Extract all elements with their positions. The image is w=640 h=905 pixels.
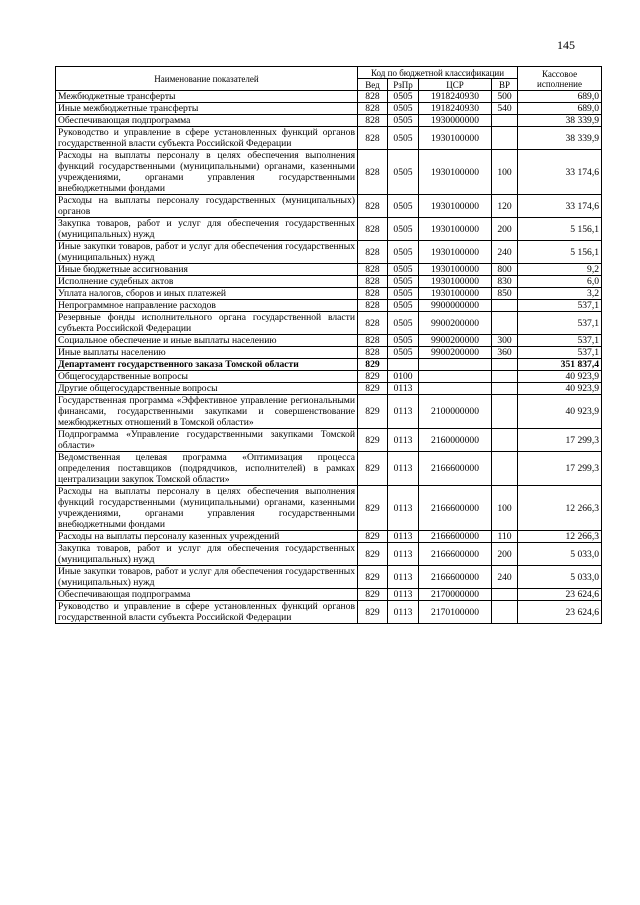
- row-vr: [492, 127, 518, 150]
- table-row: [56, 347, 602, 359]
- row-csr: 9900000000: [419, 300, 492, 312]
- table-row: [56, 312, 602, 335]
- row-rzpr: 0505: [388, 300, 419, 312]
- row-csr: 1930100000: [419, 241, 492, 264]
- row-ved: 829: [358, 531, 388, 543]
- row-rzpr: 0505: [388, 91, 419, 103]
- header-execution-line2: исполнение: [537, 78, 582, 89]
- row-amount: 17 299,3: [518, 429, 602, 452]
- row-ved: 829: [358, 566, 388, 589]
- header-code-group: Код по бюджетной классификации: [358, 67, 518, 79]
- table-row: [56, 91, 602, 103]
- table-row: [56, 264, 602, 276]
- row-vr: 360: [492, 347, 518, 359]
- table-row: [56, 383, 602, 395]
- row-name: Иные закупки товаров, работ и услуг для обеспечения государственных (муниципальных) нужд: [56, 241, 358, 264]
- row-csr: 2166600000: [419, 452, 492, 486]
- row-ved: 829: [358, 543, 388, 566]
- row-rzpr: 0505: [388, 347, 419, 359]
- row-ved: 828: [358, 195, 388, 218]
- row-amount: 40 923,9: [518, 395, 602, 429]
- row-amount: 23 624,6: [518, 601, 602, 624]
- row-ved: 828: [358, 115, 388, 127]
- row-vr: [492, 429, 518, 452]
- row-name: Уплата налогов, сборов и иных платежей: [56, 288, 358, 300]
- row-name: Резервные фонды исполнительного органа государственной власти субъекта Российской Федерации: [56, 312, 358, 335]
- row-name: Руководство и управление в сфере установленных функций органов государственной власти субъекта Российской Федерации: [56, 127, 358, 150]
- table-row: [56, 429, 602, 452]
- row-amount: 537,1: [518, 312, 602, 335]
- row-rzpr: 0505: [388, 218, 419, 241]
- row-rzpr: 0113: [388, 601, 419, 624]
- row-vr: 500: [492, 91, 518, 103]
- row-vr: [492, 383, 518, 395]
- row-name: Непрограммное направление расходов: [56, 300, 358, 312]
- row-rzpr: 0505: [388, 335, 419, 347]
- row-vr: 100: [492, 150, 518, 195]
- row-rzpr: 0505: [388, 150, 419, 195]
- row-ved: 828: [358, 218, 388, 241]
- row-name: Иные выплаты населению: [56, 347, 358, 359]
- row-ved: 829: [358, 486, 388, 531]
- row-amount: 3,2: [518, 288, 602, 300]
- row-csr: 2170100000: [419, 601, 492, 624]
- row-rzpr: 0100: [388, 371, 419, 383]
- row-rzpr: 0505: [388, 103, 419, 115]
- row-name: Социальное обеспечение и иные выплаты населению: [56, 335, 358, 347]
- row-ved: 828: [358, 91, 388, 103]
- row-vr: 200: [492, 543, 518, 566]
- budget-table: [55, 66, 602, 624]
- row-csr: 9900200000: [419, 347, 492, 359]
- table-row: [56, 103, 602, 115]
- row-amount: 689,0: [518, 103, 602, 115]
- row-vr: [492, 452, 518, 486]
- row-name: Расходы на выплаты персоналу в целях обеспечения выполнения функций государственными (муниципальными) органами, казенными учреждениями, органами управления государственными внебюджетными фондами: [56, 486, 358, 531]
- row-rzpr: [388, 359, 419, 371]
- table-row: [56, 127, 602, 150]
- row-name: Закупка товаров, работ и услуг для обеспечения государственных (муниципальных) нужд: [56, 218, 358, 241]
- row-ved: 828: [358, 288, 388, 300]
- row-vr: 240: [492, 566, 518, 589]
- row-vr: 120: [492, 195, 518, 218]
- row-csr: 1930100000: [419, 218, 492, 241]
- row-name: Общегосударственные вопросы: [56, 371, 358, 383]
- row-amount: 5 156,1: [518, 241, 602, 264]
- row-rzpr: 0505: [388, 276, 419, 288]
- row-vr: [492, 601, 518, 624]
- row-ved: 829: [358, 383, 388, 395]
- row-name: Руководство и управление в сфере установленных функций органов государственной власти субъекта Российской Федерации: [56, 601, 358, 624]
- row-amount: 38 339,9: [518, 115, 602, 127]
- row-vr: 800: [492, 264, 518, 276]
- row-ved: 828: [358, 150, 388, 195]
- row-name: Иные бюджетные ассигнования: [56, 264, 358, 276]
- table-row: [56, 241, 602, 264]
- table-row: [56, 218, 602, 241]
- row-ved: 828: [358, 241, 388, 264]
- row-csr: 1930100000: [419, 276, 492, 288]
- row-csr: 2160000000: [419, 429, 492, 452]
- row-amount: 9,2: [518, 264, 602, 276]
- page-number: 145: [557, 38, 575, 52]
- table-row: [56, 300, 602, 312]
- row-name: Ведомственная целевая программа «Оптимизация процесса определения поставщиков (подрядчиков, исполнителей) в рамках централизации закупок Томской области»: [56, 452, 358, 486]
- row-amount: 40 923,9: [518, 383, 602, 395]
- row-ved: 829: [358, 395, 388, 429]
- row-vr: [492, 371, 518, 383]
- row-name: Другие общегосударственные вопросы: [56, 383, 358, 395]
- row-vr: 540: [492, 103, 518, 115]
- row-name: Государственная программа «Эффективное управление региональными финансами, государственными закупками и совершенствование межбюджетных отношений в Томской области»: [56, 395, 358, 429]
- row-csr: 2166600000: [419, 486, 492, 531]
- row-vr: [492, 115, 518, 127]
- row-rzpr: 0113: [388, 429, 419, 452]
- row-vr: [492, 589, 518, 601]
- row-ved: 829: [358, 589, 388, 601]
- row-name: Обеспечивающая подпрограмма: [56, 115, 358, 127]
- row-csr: 1918240930: [419, 103, 492, 115]
- row-ved: 828: [358, 276, 388, 288]
- row-csr: [419, 359, 492, 371]
- table-row: [56, 531, 602, 543]
- table-row: [56, 566, 602, 589]
- row-amount: 33 174,6: [518, 195, 602, 218]
- row-name: Иные межбюджетные трансферты: [56, 103, 358, 115]
- row-ved: 828: [358, 300, 388, 312]
- row-rzpr: 0113: [388, 486, 419, 531]
- row-ved: 829: [358, 359, 388, 371]
- header-csr: ЦСР: [419, 79, 492, 91]
- row-rzpr: 0113: [388, 395, 419, 429]
- row-name: Подпрограмма «Управление государственными закупками Томской области»: [56, 429, 358, 452]
- row-csr: 2170000000: [419, 589, 492, 601]
- table-row: [56, 371, 602, 383]
- row-ved: 828: [358, 127, 388, 150]
- row-csr: [419, 383, 492, 395]
- row-vr: 300: [492, 335, 518, 347]
- row-csr: 1930100000: [419, 195, 492, 218]
- row-rzpr: 0505: [388, 115, 419, 127]
- row-rzpr: 0113: [388, 589, 419, 601]
- row-rzpr: 0113: [388, 566, 419, 589]
- row-amount: 17 299,3: [518, 452, 602, 486]
- row-amount: 40 923,9: [518, 371, 602, 383]
- table-row: [56, 601, 602, 624]
- row-ved: 829: [358, 601, 388, 624]
- row-csr: 1930000000: [419, 115, 492, 127]
- row-name: Расходы на выплаты персоналу в целях обеспечения выполнения функций государственными (муниципальными) органами, казенными учреждениями, органами управления государственными внебюджетными фондами: [56, 150, 358, 195]
- header-rzpr: РзПр: [388, 79, 419, 91]
- row-vr: 850: [492, 288, 518, 300]
- row-csr: [419, 371, 492, 383]
- row-amount: 33 174,6: [518, 150, 602, 195]
- row-rzpr: 0505: [388, 127, 419, 150]
- row-name: Исполнение судебных актов: [56, 276, 358, 288]
- row-rzpr: 0505: [388, 241, 419, 264]
- row-ved: 828: [358, 312, 388, 335]
- row-csr: 1930100000: [419, 264, 492, 276]
- row-vr: [492, 359, 518, 371]
- row-name: Закупка товаров, работ и услуг для обеспечения государственных (муниципальных) нужд: [56, 543, 358, 566]
- table-row: [56, 150, 602, 195]
- row-csr: 2100000000: [419, 395, 492, 429]
- row-csr: 9900200000: [419, 335, 492, 347]
- row-amount: 537,1: [518, 335, 602, 347]
- row-name: Департамент государственного заказа Томской области: [56, 359, 358, 371]
- table-row: [56, 276, 602, 288]
- row-amount: 5 156,1: [518, 218, 602, 241]
- row-vr: [492, 300, 518, 312]
- row-csr: 2166600000: [419, 531, 492, 543]
- row-vr: 100: [492, 486, 518, 531]
- table-row: [56, 359, 602, 371]
- row-rzpr: 0505: [388, 312, 419, 335]
- row-rzpr: 0505: [388, 195, 419, 218]
- row-amount: 6,0: [518, 276, 602, 288]
- row-ved: 828: [358, 347, 388, 359]
- row-amount: 12 266,3: [518, 531, 602, 543]
- row-ved: 829: [358, 371, 388, 383]
- row-ved: 828: [358, 103, 388, 115]
- row-name: Иные закупки товаров, работ и услуг для обеспечения государственных (муниципальных) нужд: [56, 566, 358, 589]
- row-ved: 828: [358, 264, 388, 276]
- row-amount: 689,0: [518, 91, 602, 103]
- header-name: Наименование показателей: [56, 67, 358, 91]
- table-body: [56, 91, 602, 624]
- row-vr: 240: [492, 241, 518, 264]
- row-csr: 1930100000: [419, 127, 492, 150]
- table-row: [56, 115, 602, 127]
- row-amount: 351 837,4: [518, 359, 602, 371]
- row-vr: 200: [492, 218, 518, 241]
- row-csr: 1930100000: [419, 288, 492, 300]
- table-row: [56, 335, 602, 347]
- row-amount: 5 033,0: [518, 566, 602, 589]
- row-amount: 537,1: [518, 300, 602, 312]
- row-amount: 5 033,0: [518, 543, 602, 566]
- row-name: Межбюджетные трансферты: [56, 91, 358, 103]
- row-csr: 2166600000: [419, 566, 492, 589]
- row-name: Расходы на выплаты персоналу государственных (муниципальных) органов: [56, 195, 358, 218]
- row-rzpr: 0505: [388, 288, 419, 300]
- row-amount: 38 339,9: [518, 127, 602, 150]
- table-row: [56, 195, 602, 218]
- row-ved: 828: [358, 335, 388, 347]
- row-name: Расходы на выплаты персоналу казенных учреждений: [56, 531, 358, 543]
- row-csr: 2166600000: [419, 543, 492, 566]
- row-rzpr: 0113: [388, 531, 419, 543]
- row-name: Обеспечивающая подпрограмма: [56, 589, 358, 601]
- row-amount: 12 266,3: [518, 486, 602, 531]
- row-amount: 537,1: [518, 347, 602, 359]
- header-ved: Вед: [358, 79, 388, 91]
- table-row: [56, 452, 602, 486]
- table-row: [56, 288, 602, 300]
- row-rzpr: 0113: [388, 543, 419, 566]
- table-row: [56, 543, 602, 566]
- table-row: [56, 589, 602, 601]
- row-rzpr: 0113: [388, 383, 419, 395]
- row-ved: 829: [358, 452, 388, 486]
- row-vr: 830: [492, 276, 518, 288]
- row-rzpr: 0113: [388, 452, 419, 486]
- header-execution: [518, 67, 602, 91]
- row-vr: [492, 312, 518, 335]
- table-row: [56, 486, 602, 531]
- table-row: [56, 395, 602, 429]
- row-rzpr: 0505: [388, 264, 419, 276]
- row-amount: 23 624,6: [518, 589, 602, 601]
- row-csr: 1918240930: [419, 91, 492, 103]
- row-vr: 110: [492, 531, 518, 543]
- row-ved: 829: [358, 429, 388, 452]
- row-csr: 1930100000: [419, 150, 492, 195]
- header-execution-line1: Кассовое: [541, 68, 578, 79]
- row-vr: [492, 395, 518, 429]
- row-csr: 9900200000: [419, 312, 492, 335]
- header-vr: ВР: [492, 79, 518, 91]
